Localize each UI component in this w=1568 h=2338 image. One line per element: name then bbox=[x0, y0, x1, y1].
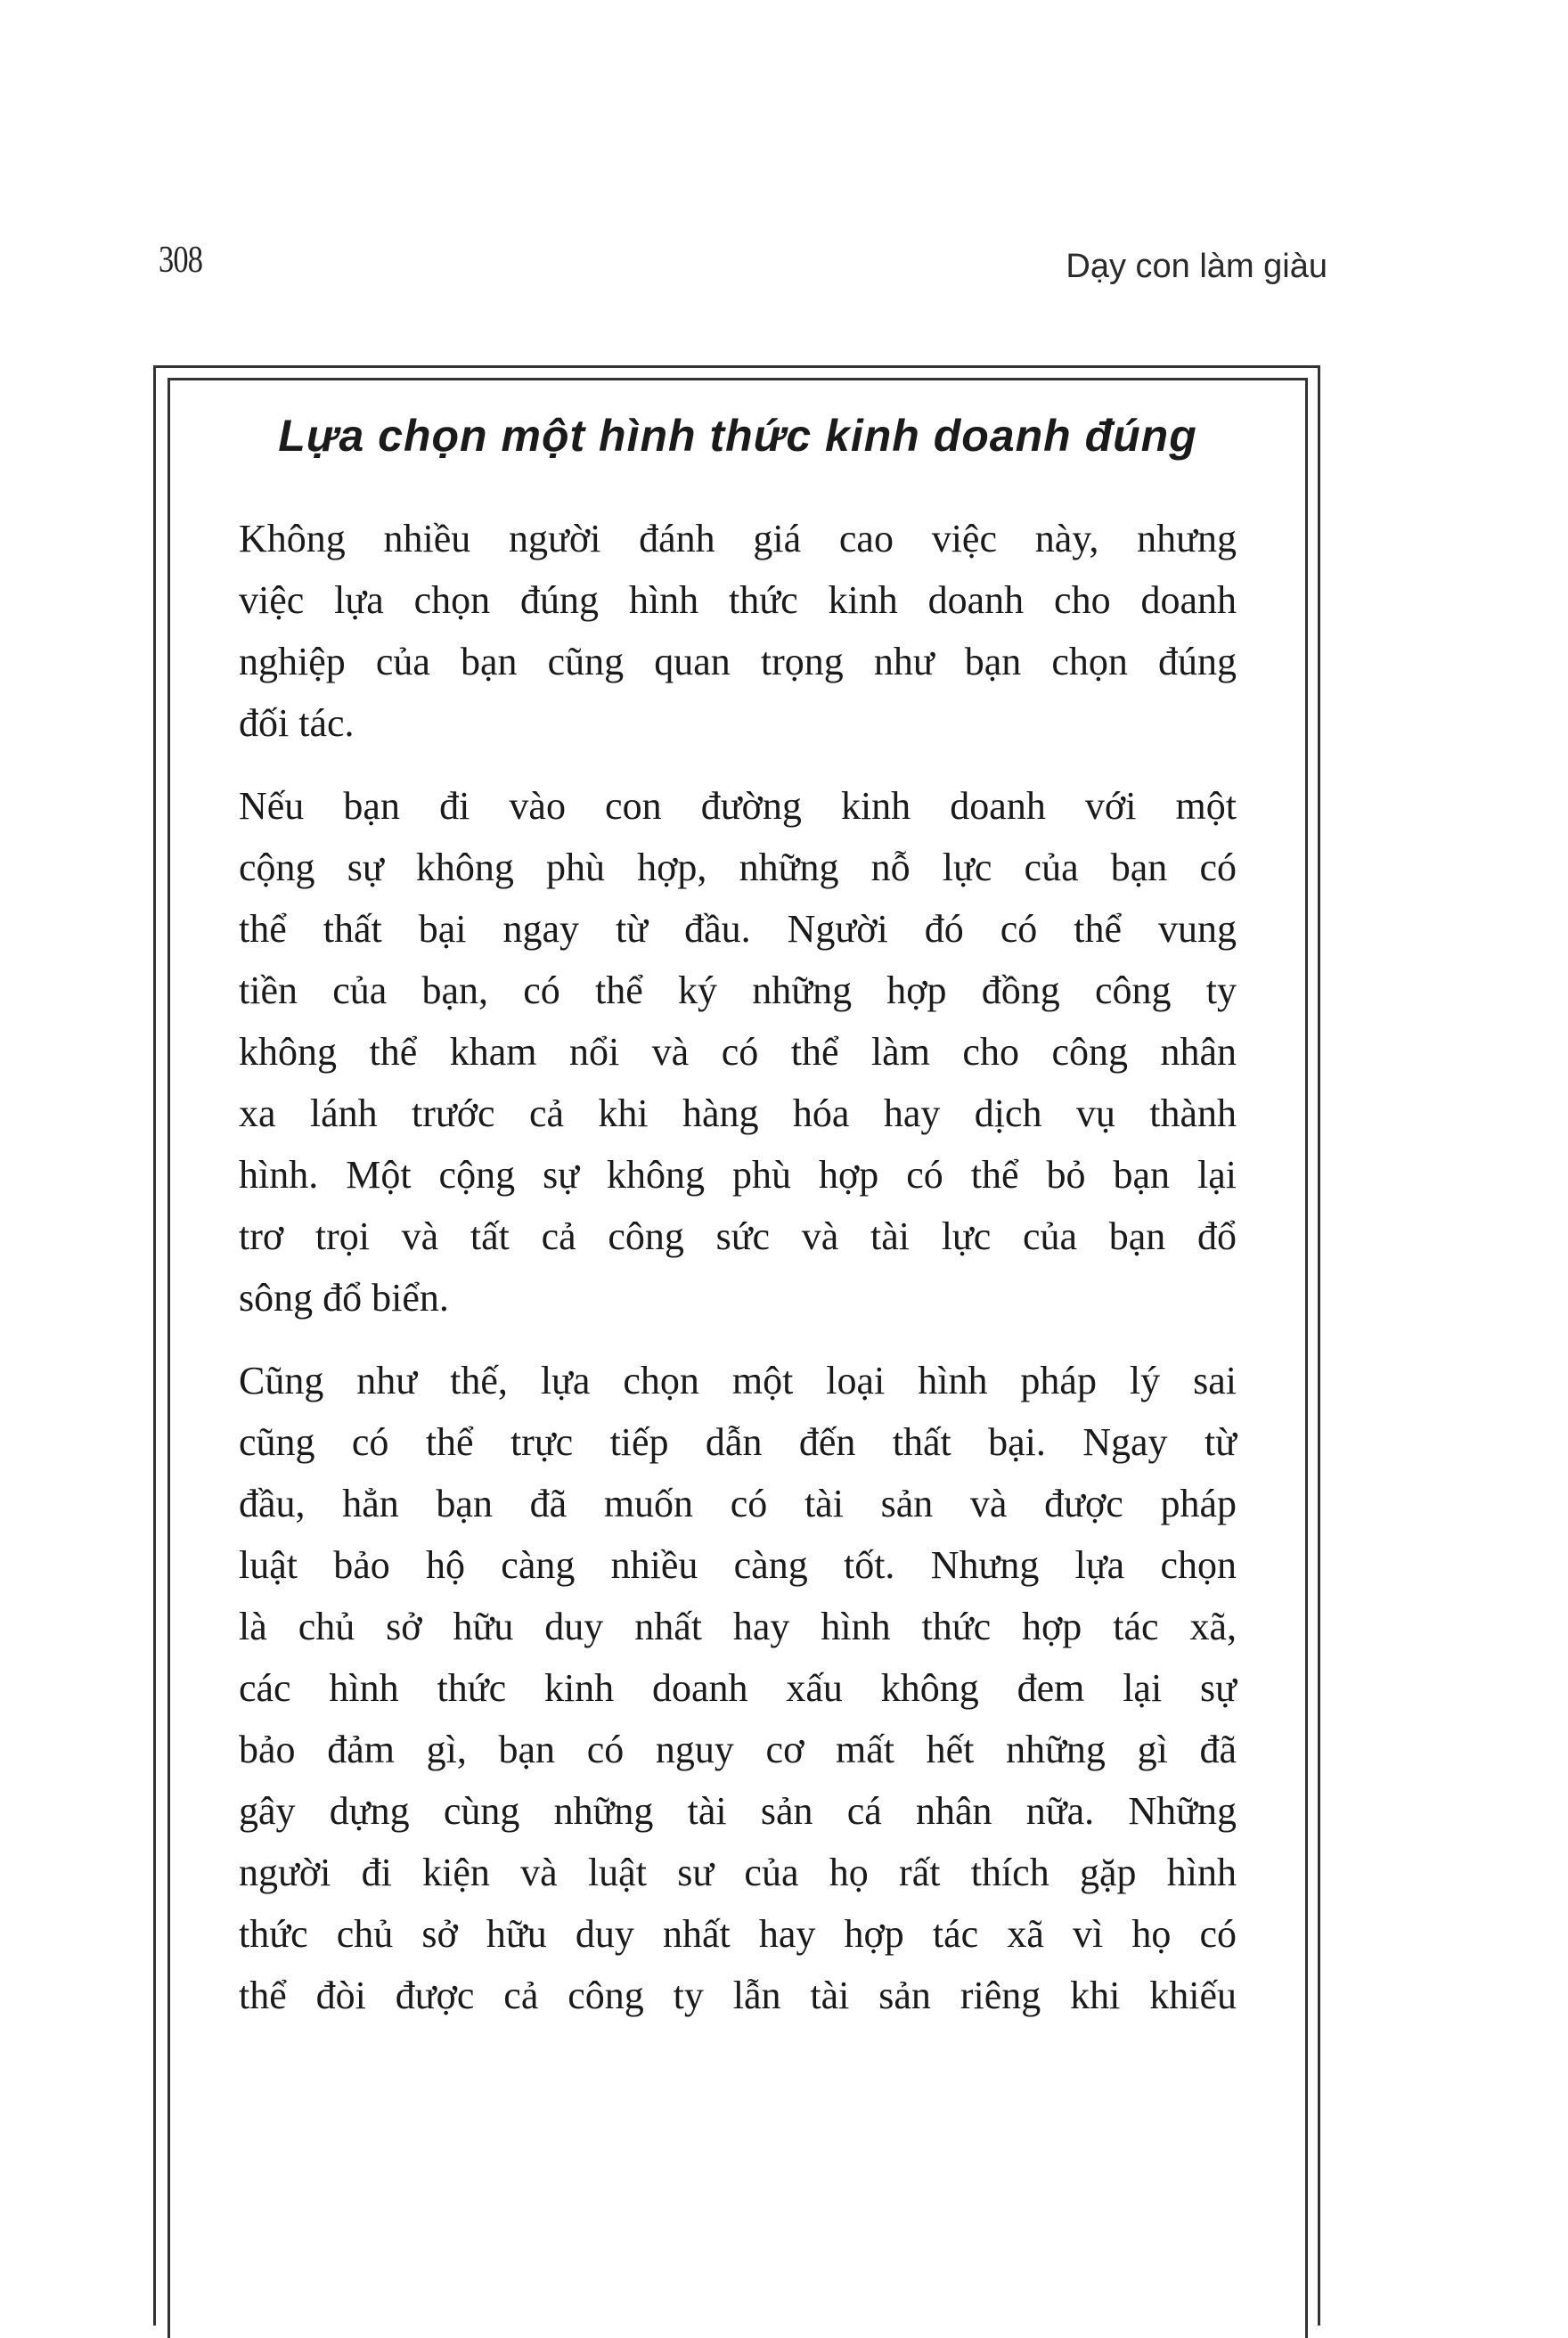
text-line: các hình thức kinh doanh xấu không đem lại sự bbox=[239, 1666, 1237, 1710]
text-line: nghiệp của bạn cũng quan trọng như bạn chọn đúng bbox=[239, 640, 1237, 683]
text-line: việc lựa chọn đúng hình thức kinh doanh cho doanh bbox=[239, 578, 1237, 622]
text-line: không thể kham nổi và có thể làm cho công nhân bbox=[239, 1030, 1237, 1074]
text-line: thức chủ sở hữu duy nhất hay hợp tác xã vì họ có bbox=[239, 1912, 1237, 1956]
text-line: đầu, hẳn bạn đã muốn có tài sản và được pháp bbox=[239, 1482, 1237, 1525]
paragraph-2 bbox=[239, 775, 1237, 1328]
box-title: Lựa chọn một hình thức kinh doanh đúng bbox=[278, 411, 1197, 461]
text-line: là chủ sở hữu duy nhất hay hình thức hợp tác xã, bbox=[239, 1605, 1237, 1648]
text-line: xa lánh trước cả khi hàng hóa hay dịch vụ thành bbox=[239, 1091, 1237, 1135]
text-line: Cũng như thế, lựa chọn một loại hình pháp lý sai bbox=[239, 1359, 1237, 1402]
text-line: trơ trọi và tất cả công sức và tài lực của bạn đổ bbox=[239, 1214, 1237, 1258]
running-header: Dạy con làm giàu bbox=[1066, 248, 1327, 285]
text-line: cộng sự không phù hợp, những nỗ lực của bạn có bbox=[239, 846, 1237, 889]
text-line: luật bảo hộ càng nhiều càng tốt. Nhưng lựa chọn bbox=[239, 1543, 1237, 1587]
text-line: bảo đảm gì, bạn có nguy cơ mất hết những gì đã bbox=[239, 1728, 1237, 1771]
text-line: tiền của bạn, có thể ký những hợp đồng công ty bbox=[239, 969, 1237, 1012]
paragraph-1 bbox=[239, 508, 1237, 754]
text-line: sông đổ biển. bbox=[239, 1276, 449, 1320]
text-line: thể thất bại ngay từ đầu. Người đó có thể vung bbox=[239, 907, 1237, 951]
text-line: Nếu bạn đi vào con đường kinh doanh với một bbox=[239, 784, 1237, 828]
text-line: gây dựng cùng những tài sản cá nhân nữa. Những bbox=[239, 1789, 1237, 1833]
text-line: thể đòi được cả công ty lẫn tài sản riêng khi khiếu bbox=[239, 1974, 1237, 2017]
text-line: người đi kiện và luật sư của họ rất thích gặp hình bbox=[239, 1851, 1237, 1894]
paragraph-3 bbox=[239, 1350, 1237, 2026]
page-number: 308 bbox=[159, 240, 203, 281]
text-line: Không nhiều người đánh giá cao việc này, nhưng bbox=[239, 517, 1237, 560]
text-line: hình. Một cộng sự không phù hợp có thể bỏ bạn lại bbox=[239, 1153, 1237, 1197]
box-content bbox=[239, 508, 1237, 2048]
text-line: cũng có thể trực tiếp dẫn đến thất bại. Ngay từ bbox=[239, 1420, 1237, 1464]
text-line: đối tác. bbox=[239, 701, 355, 745]
